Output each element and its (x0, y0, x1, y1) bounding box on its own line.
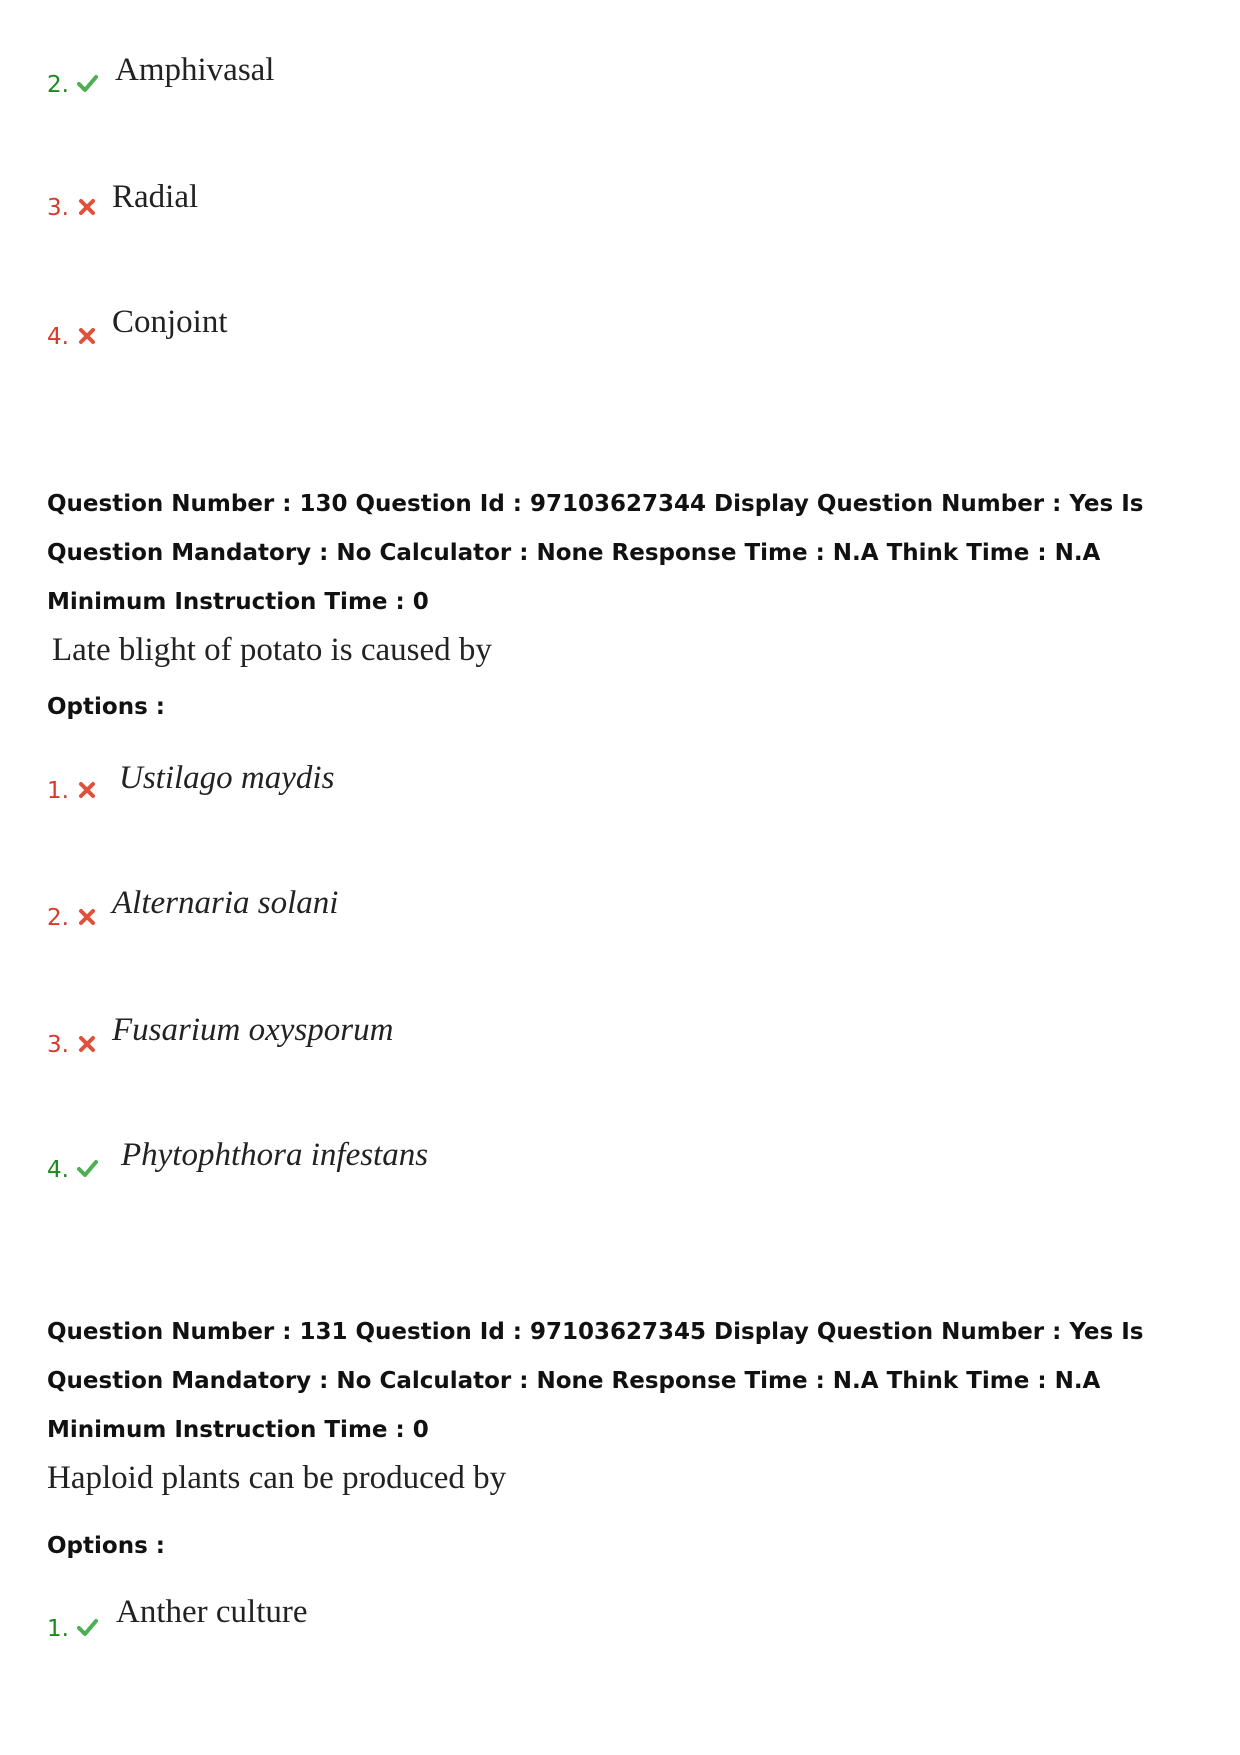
options-label: Options : (47, 1533, 165, 1559)
question-text: Late blight of potato is caused by (52, 632, 492, 668)
question-meta: Question Number : 130 Question Id : 97103627344 Display Question Number : Yes Is Question Mandatory : No Calculator : None Response Time : N.A Think Time : N.A Minimum Instruction Time : 0 (47, 491, 1144, 615)
option-number: 2. (47, 72, 69, 98)
option-text: Phytophthora infestans (121, 1137, 429, 1173)
cross-icon (76, 1033, 98, 1055)
check-icon (76, 1157, 98, 1179)
option-text: Anther culture (116, 1594, 308, 1630)
option-text: Fusarium oxysporum (112, 1012, 394, 1048)
options-label: Options : (47, 694, 165, 720)
cross-icon (76, 779, 98, 801)
check-icon (76, 72, 98, 94)
check-icon (76, 1616, 98, 1638)
option-number: 3. (47, 195, 69, 221)
option-text: Radial (112, 179, 199, 215)
option-number: 3. (47, 1032, 69, 1058)
option-text: Ustilago maydis (119, 760, 335, 796)
option-number: 4. (47, 1157, 69, 1183)
question-text: Haploid plants can be produced by (47, 1460, 507, 1496)
option-number: 2. (47, 905, 69, 931)
option-text: Alternaria solani (112, 885, 339, 921)
cross-icon (76, 325, 98, 347)
cross-icon (76, 906, 98, 928)
cross-icon (76, 196, 98, 218)
option-text: Amphivasal (115, 52, 275, 88)
option-number: 1. (47, 778, 69, 804)
question-meta: Question Number : 131 Question Id : 97103627345 Display Question Number : Yes Is Question Mandatory : No Calculator : None Response Time : N.A Think Time : N.A Minimum Instruction Time : 0 (47, 1319, 1144, 1443)
option-text: Conjoint (112, 304, 228, 340)
option-number: 4. (47, 324, 69, 350)
option-number: 1. (47, 1616, 69, 1642)
